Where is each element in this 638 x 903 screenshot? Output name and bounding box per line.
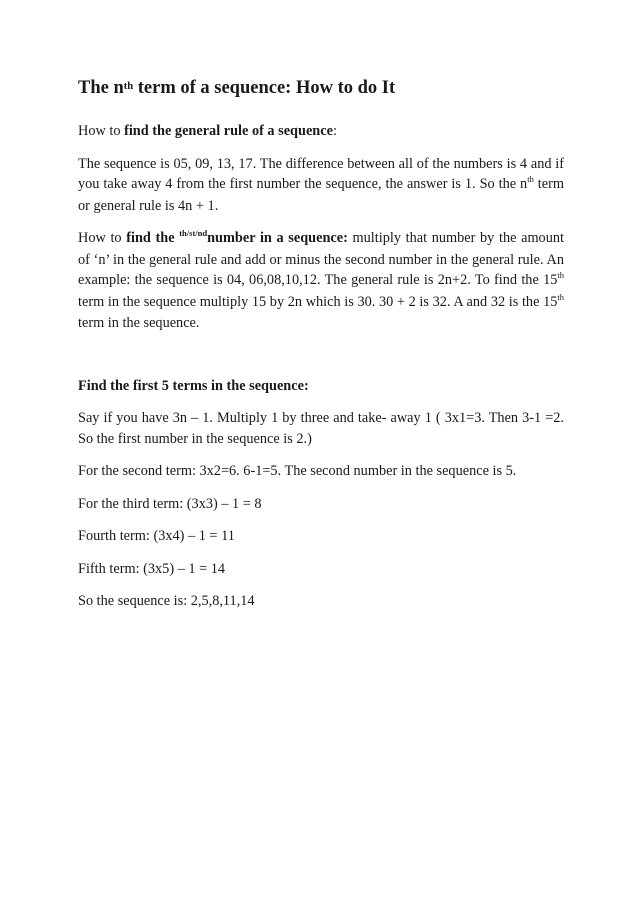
paragraph-sequence-result: So the sequence is: 2,5,8,11,14 xyxy=(78,593,255,609)
document-page xyxy=(78,76,564,624)
spacer xyxy=(78,346,564,376)
text-run: How to xyxy=(78,123,125,139)
paragraph-nth-number xyxy=(78,228,564,334)
paragraph-fourth-term: Fourth term: (3x4) – 1 = 11 xyxy=(78,528,235,544)
text-run: term in the sequence. xyxy=(78,315,200,331)
paragraph-second-term: For the second term: 3x2=6. 6-1=5. The second number in the sequence is 5. xyxy=(78,463,517,479)
superscript: th/st/nd xyxy=(179,228,208,238)
text-run: The sequence is 05, 09, 13, 17. The difference between all of the numbers is 4 and if you take away 4 from the first number the sequence, the answer is 1. So the n xyxy=(78,155,564,192)
text-run: : xyxy=(332,123,337,139)
paragraph-general-rule-intro xyxy=(78,121,564,142)
section-heading xyxy=(78,376,564,397)
text-run: How to xyxy=(78,230,127,246)
text-run: term in the sequence multiply 15 by 2n which is 30. 30 + 2 is 32. A and 32 is the 15 xyxy=(78,293,558,310)
superscript: th xyxy=(557,270,564,280)
bold-text: find the xyxy=(126,230,180,246)
paragraph-first-term: Say if you have 3n – 1. Multiply 1 by three and take- away 1 ( 3x1=3. Then 3-1 =2. So the first number in the sequence is 2.) xyxy=(78,410,564,447)
paragraph-third-term: For the third term: (3x3) – 1 = 8 xyxy=(78,495,262,512)
superscript: th xyxy=(527,174,534,184)
bold-text: find the general rule of a sequence xyxy=(124,123,333,139)
title-text-end: term of a sequence: How to do It xyxy=(133,78,396,98)
bold-heading: Find the first 5 terms in the sequence: xyxy=(78,377,309,394)
title-superscript: th xyxy=(123,81,134,92)
page-title xyxy=(78,76,564,103)
text-run: term or general rule is 4n + 1. xyxy=(78,176,565,214)
paragraph-general-rule-example xyxy=(78,154,564,217)
text-run: multiply that number by the amount of ‘n’ in the general rule and add or minus the second number in the general rule. An example: the sequence is 04, 06,08,10,12. The general rule is 2n+2. To find the 15 xyxy=(78,230,564,288)
superscript: th xyxy=(557,291,564,302)
paragraph-fifth-term: Fifth term: (3x5) – 1 = 14 xyxy=(78,560,226,577)
bold-text: number in a sequence: xyxy=(207,230,348,246)
title-text-start: The n xyxy=(78,78,124,98)
